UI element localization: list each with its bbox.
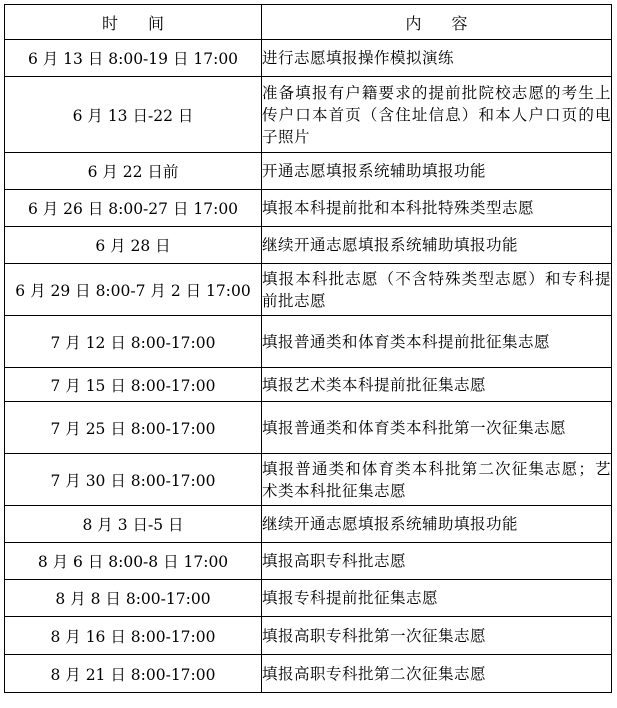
time-cell: 7 月 15 日 8:00-17:00 (5, 368, 262, 402)
content-cell: 填报普通类和体育类本科批第一次征集志愿 (262, 402, 612, 454)
time-cell: 6 月 26 日 8:00-27 日 17:00 (5, 190, 262, 227)
time-cell: 8 月 6 日 8:00-8 日 17:00 (5, 543, 262, 580)
header-row (5, 5, 612, 40)
time-cell: 8 月 8 日 8:00-17:00 (5, 580, 262, 617)
content-cell: 填报普通类和体育类本科批第二次征集志愿；艺术类本科批征集志愿 (262, 454, 612, 506)
table-row (5, 543, 612, 580)
time-cell: 6 月 22 日前 (5, 153, 262, 190)
content-cell: 继续开通志愿填报系统辅助填报功能 (262, 506, 612, 543)
time-cell: 8 月 21 日 8:00-17:00 (5, 655, 262, 693)
table-row (5, 264, 612, 316)
header-time (5, 5, 262, 40)
table-row (5, 655, 612, 693)
content-cell: 进行志愿填报操作模拟演练 (262, 40, 612, 77)
content-cell: 填报普通类和体育类本科提前批征集志愿 (262, 316, 612, 368)
table-row (5, 227, 612, 264)
header-content (262, 5, 612, 40)
table-row (5, 454, 612, 506)
content-cell: 填报高职专科批第一次征集志愿 (262, 617, 612, 655)
schedule-table (4, 4, 612, 693)
time-cell: 6 月 28 日 (5, 227, 262, 264)
header-time-label: 时间 (101, 13, 194, 33)
content-cell: 填报高职专科批第二次征集志愿 (262, 655, 612, 693)
time-cell: 6 月 13 日-22 日 (5, 77, 262, 153)
header-content-label: 内容 (405, 13, 498, 33)
table-row (5, 402, 612, 454)
table-row (5, 40, 612, 77)
table-row (5, 153, 612, 190)
table-row (5, 190, 612, 227)
time-cell: 6 月 29 日 8:00-7 月 2 日 17:00 (5, 264, 262, 316)
table-row (5, 77, 612, 153)
content-cell: 继续开通志愿填报系统辅助填报功能 (262, 227, 612, 264)
time-cell: 7 月 30 日 8:00-17:00 (5, 454, 262, 506)
time-cell: 8 月 16 日 8:00-17:00 (5, 617, 262, 655)
table-row (5, 368, 612, 402)
content-cell: 填报高职专科批志愿 (262, 543, 612, 580)
table-row (5, 506, 612, 543)
content-cell: 填报本科批志愿（不含特殊类型志愿）和专科提前批志愿 (262, 264, 612, 316)
time-cell: 8 月 3 日-5 日 (5, 506, 262, 543)
content-cell: 填报本科提前批和本科批特殊类型志愿 (262, 190, 612, 227)
table-row (5, 316, 612, 368)
content-cell: 填报艺术类本科提前批征集志愿 (262, 368, 612, 402)
content-cell: 开通志愿填报系统辅助填报功能 (262, 153, 612, 190)
table-row (5, 580, 612, 617)
time-cell: 7 月 25 日 8:00-17:00 (5, 402, 262, 454)
time-cell: 7 月 12 日 8:00-17:00 (5, 316, 262, 368)
time-cell: 6 月 13 日 8:00-19 日 17:00 (5, 40, 262, 77)
table-row (5, 617, 612, 655)
content-cell: 填报专科提前批征集志愿 (262, 580, 612, 617)
content-cell: 准备填报有户籍要求的提前批院校志愿的考生上传户口本首页（含住址信息）和本人户口页的电子照片 (262, 77, 612, 153)
